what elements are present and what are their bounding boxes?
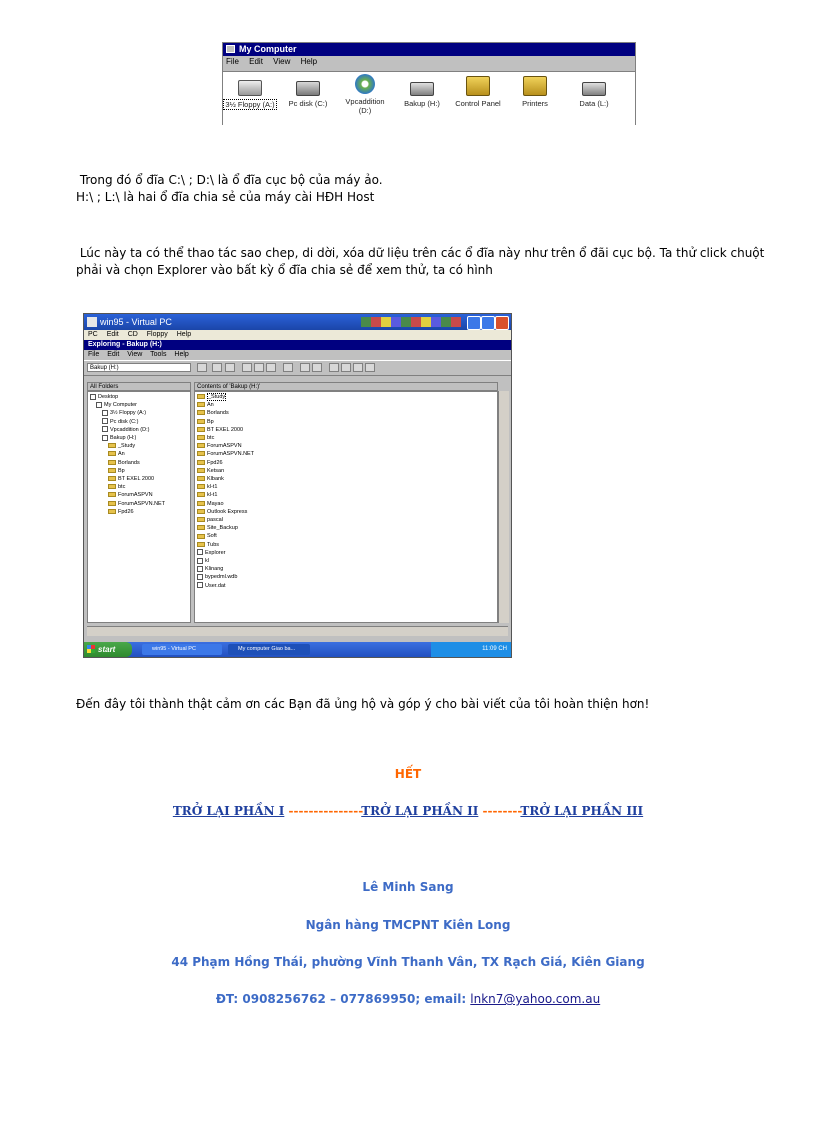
floppy-drive-icon bbox=[102, 410, 108, 416]
menu-file[interactable]: File bbox=[226, 57, 239, 66]
menu-bar bbox=[223, 56, 635, 68]
cd-drive-icon bbox=[102, 426, 108, 432]
floppy-drive-icon bbox=[238, 80, 262, 96]
folder-tree bbox=[87, 391, 191, 623]
folder-icon bbox=[108, 451, 116, 456]
drive-data-l[interactable]: Data (L:) bbox=[567, 72, 621, 108]
vpc-menu-edit[interactable]: Edit bbox=[106, 331, 119, 338]
copy-icon[interactable] bbox=[254, 363, 264, 372]
up-folder-icon[interactable] bbox=[197, 363, 207, 372]
folder-icon bbox=[197, 419, 205, 424]
list-view-icon[interactable] bbox=[353, 363, 363, 372]
virtual-pc-titlebar[interactable]: win95 - Virtual PC bbox=[84, 314, 511, 330]
folder-icon bbox=[108, 509, 116, 514]
tree-item[interactable]: Borlands bbox=[90, 459, 190, 467]
list-item[interactable]: Outlook Express bbox=[197, 508, 497, 516]
drive-pc-disk-c[interactable]: Pc disk (C:) bbox=[281, 72, 335, 108]
explorer-menu-help[interactable]: Help bbox=[174, 351, 189, 358]
explorer-menu-bar bbox=[84, 350, 511, 360]
back-to-part-2-link[interactable]: TRỞ LẠI PHẦN II bbox=[361, 804, 479, 818]
folder-icon bbox=[197, 468, 205, 473]
menu-help[interactable]: Help bbox=[300, 57, 318, 66]
cut-icon[interactable] bbox=[242, 363, 252, 372]
explorer-titlebar[interactable]: Exploring - Bakup (H:) bbox=[84, 340, 511, 350]
drive-combo[interactable]: Bakup (H:) bbox=[87, 363, 191, 372]
vpc-menu-floppy[interactable]: Floppy bbox=[146, 331, 168, 338]
vpc-menu-bar bbox=[84, 330, 511, 340]
separator: -------- bbox=[478, 804, 521, 818]
list-item[interactable]: User.dat bbox=[197, 582, 497, 590]
start-button[interactable]: start bbox=[84, 642, 132, 657]
list-item[interactable]: Klinang bbox=[197, 565, 497, 573]
folder-icon bbox=[197, 492, 205, 497]
tree-item[interactable]: Pc disk (C:) bbox=[90, 418, 190, 426]
delete-icon[interactable] bbox=[300, 363, 310, 372]
details-view-icon[interactable] bbox=[365, 363, 375, 372]
properties-icon[interactable] bbox=[312, 363, 322, 372]
undo-icon[interactable] bbox=[283, 363, 293, 372]
tree-item[interactable]: 3½ Floppy (A:) bbox=[90, 409, 190, 417]
folder-icon bbox=[197, 534, 205, 539]
vpc-menu-pc[interactable]: PC bbox=[88, 331, 98, 338]
paragraph-drive-info: Trong đó ổ đĩa C:\ ; D:\ là ổ đĩa cục bộ của máy ảo. H:\ ; L:\ là hai ổ đĩa chia sẻ của máy cài HĐH Host bbox=[76, 173, 383, 204]
contents-header: Contents of 'Bakup (H:)' bbox=[194, 382, 498, 391]
hard-disk-icon bbox=[102, 418, 108, 424]
tree-item[interactable]: Bp bbox=[90, 467, 190, 475]
list-item[interactable]: Borlands bbox=[197, 409, 497, 417]
small-icons-icon[interactable] bbox=[341, 363, 351, 372]
tree-item[interactable]: Vpcaddition (D:) bbox=[90, 426, 190, 434]
folder-icon bbox=[197, 517, 205, 522]
tree-item[interactable]: Fpd26 bbox=[90, 508, 190, 516]
computer-icon bbox=[96, 402, 102, 408]
vpc-menu-help[interactable]: Help bbox=[176, 331, 192, 338]
tree-item[interactable]: _Study bbox=[90, 442, 190, 450]
cd-drive-icon bbox=[355, 74, 375, 94]
author-name: Lê Minh Sang bbox=[362, 880, 454, 894]
taskbar-item-virtual-pc[interactable]: win95 - Virtual PC bbox=[142, 644, 222, 655]
tree-item[interactable]: btc bbox=[90, 483, 190, 491]
list-item[interactable]: An bbox=[197, 401, 497, 409]
paragraph-thanks: Đến đây tôi thành thật cảm ơn các Bạn đã ủng hộ và góp ý cho bài viết của tôi hoàn thiện hơn! bbox=[76, 697, 650, 711]
folder-icon bbox=[197, 427, 205, 432]
list-item[interactable]: kl-t1 bbox=[197, 483, 497, 491]
large-icons-icon[interactable] bbox=[329, 363, 339, 372]
drive-icons-area bbox=[223, 71, 635, 127]
list-item[interactable]: kl-t1 bbox=[197, 491, 497, 499]
explorer-menu-tools[interactable]: Tools bbox=[150, 351, 167, 358]
explorer-toolbar bbox=[84, 360, 511, 376]
folder-icon bbox=[197, 451, 205, 456]
drive-floppy-a[interactable]: 3½ Floppy (A:) bbox=[223, 72, 277, 110]
tree-item[interactable]: ForumASPVN.NET bbox=[90, 500, 190, 508]
paragraph-explorer-instructions: Lúc này ta có thể thao tác sao chep, di dời, xóa dữ liệu trên các ổ đĩa này như trên ổ đãi cục bộ. Ta thử click chuột phải và chọn Explorer vào bất kỳ ổ đĩa chia sẻ để xem thử, ta có hình bbox=[76, 246, 765, 277]
explorer-menu-edit[interactable]: Edit bbox=[107, 351, 120, 358]
my-computer-window bbox=[222, 42, 636, 125]
my-computer-titlebar[interactable] bbox=[223, 43, 635, 56]
folder-icon bbox=[197, 460, 205, 465]
tree-item[interactable]: Desktop bbox=[90, 393, 190, 401]
tree-item[interactable]: ForumASPVN bbox=[90, 491, 190, 499]
taskbar bbox=[84, 642, 511, 657]
list-item[interactable]: Mayao bbox=[197, 500, 497, 508]
list-item[interactable]: Klbank bbox=[197, 475, 497, 483]
list-item[interactable]: Ketsan bbox=[197, 467, 497, 475]
list-item[interactable]: btc bbox=[197, 434, 497, 442]
folder-icon bbox=[197, 509, 205, 514]
folder-icon bbox=[197, 501, 205, 506]
windows-logo-icon bbox=[87, 645, 95, 653]
computer-icon bbox=[226, 45, 235, 53]
list-item[interactable]: BT EXEL 2000 bbox=[197, 426, 497, 434]
folder-icon bbox=[108, 501, 116, 506]
printers-icon bbox=[523, 76, 547, 96]
file-icon bbox=[197, 566, 203, 572]
list-item[interactable]: ForumASPVN bbox=[197, 442, 497, 450]
list-item[interactable]: Bp bbox=[197, 418, 497, 426]
minimize-button[interactable] bbox=[467, 316, 481, 330]
all-folders-header: All Folders bbox=[87, 382, 191, 391]
navigation-links bbox=[0, 804, 816, 818]
network-drive-icon bbox=[410, 82, 434, 96]
tree-item[interactable]: An bbox=[90, 450, 190, 458]
menu-view[interactable]: View bbox=[273, 57, 291, 66]
close-button[interactable] bbox=[495, 316, 509, 330]
folder-icon bbox=[197, 542, 205, 547]
drive-vpcaddition-d[interactable]: Vpcaddition (D:) bbox=[338, 72, 392, 115]
menu-edit[interactable]: Edit bbox=[249, 57, 263, 66]
folder-icon bbox=[108, 492, 116, 497]
list-item[interactable]: ForumASPVN.NET bbox=[197, 450, 497, 458]
author-organization: Ngân hàng TMCPNT Kiên Long bbox=[305, 918, 511, 932]
folder-icon bbox=[197, 443, 205, 448]
author-address: 44 Phạm Hồng Thái, phường Vĩnh Thanh Vân, TX Rạch Giá, Kiên Giang bbox=[171, 955, 645, 969]
folder-icon bbox=[197, 402, 205, 407]
vertical-scrollbar[interactable] bbox=[498, 391, 509, 623]
maximize-button[interactable] bbox=[481, 316, 495, 330]
separator: --------------- bbox=[284, 804, 362, 818]
list-item[interactable]: _Study bbox=[197, 393, 497, 401]
taskbar-item-my-computer[interactable]: My computer Giao ba... bbox=[228, 644, 310, 655]
list-item[interactable]: pascal bbox=[197, 516, 497, 524]
list-item[interactable]: Explorer bbox=[197, 549, 497, 557]
vpc-menu-cd[interactable]: CD bbox=[127, 331, 138, 338]
control-panel-icon bbox=[466, 76, 490, 96]
tree-item[interactable]: My Computer bbox=[90, 401, 190, 409]
list-item[interactable]: bypedml.wdb bbox=[197, 573, 497, 581]
window-title: My Computer bbox=[239, 44, 297, 54]
folder-icon bbox=[108, 443, 116, 448]
disconnect-icon[interactable] bbox=[225, 363, 235, 372]
file-icon bbox=[197, 549, 203, 555]
back-to-part-1-link[interactable]: TRỞ LẠI PHẦN I bbox=[172, 804, 285, 818]
folder-icon bbox=[197, 435, 205, 440]
tree-item[interactable]: Bakup (H:) bbox=[90, 434, 190, 442]
contents-list bbox=[194, 391, 498, 623]
folder-icon bbox=[197, 394, 205, 399]
email-link[interactable]: lnkn7@yahoo.com.au bbox=[470, 992, 601, 1006]
explorer-menu-file[interactable]: File bbox=[88, 351, 100, 358]
list-item[interactable]: Fpd26 bbox=[197, 459, 497, 467]
virtual-pc-window bbox=[83, 313, 512, 658]
list-item[interactable]: kl bbox=[197, 557, 497, 565]
author-contact: ĐT: 0908256762 – 077869950; email: lnkn7@yahoo.com.au bbox=[215, 992, 601, 1006]
paste-icon[interactable] bbox=[266, 363, 276, 372]
folder-icon bbox=[197, 484, 205, 489]
list-item[interactable]: Tubs bbox=[197, 541, 497, 549]
end-marker: HẾT bbox=[394, 767, 422, 781]
control-panel-item[interactable]: Control Panel bbox=[451, 72, 505, 108]
virtual-pc-icon bbox=[87, 317, 97, 327]
clock: 11:09 CH bbox=[482, 646, 507, 652]
desktop-icon bbox=[90, 394, 96, 400]
folder-icon bbox=[197, 476, 205, 481]
status-icons bbox=[361, 317, 461, 327]
folder-icon bbox=[108, 468, 116, 473]
explorer-menu-view[interactable]: View bbox=[127, 351, 143, 358]
file-icon bbox=[197, 558, 203, 564]
file-icon bbox=[197, 582, 203, 588]
printers-item[interactable]: Printers bbox=[508, 72, 562, 108]
list-item[interactable]: Soft bbox=[197, 532, 497, 540]
network-drive-icon bbox=[582, 82, 606, 96]
hard-disk-icon bbox=[296, 81, 320, 96]
map-drive-icon[interactable] bbox=[212, 363, 222, 372]
folder-icon bbox=[108, 460, 116, 465]
folder-icon bbox=[197, 410, 205, 415]
back-to-part-3-link[interactable]: TRỞ LẠI PHẦN III bbox=[520, 804, 644, 818]
system-tray bbox=[431, 642, 511, 657]
list-item[interactable]: Site_Backup bbox=[197, 524, 497, 532]
horizontal-scrollbar[interactable] bbox=[87, 626, 508, 636]
folder-icon bbox=[108, 484, 116, 489]
network-drive-icon bbox=[102, 435, 108, 441]
drive-bakup-h[interactable]: Bakup (H:) bbox=[395, 72, 449, 108]
file-icon bbox=[197, 574, 203, 580]
folder-icon bbox=[108, 476, 116, 481]
tree-item[interactable]: BT EXEL 2000 bbox=[90, 475, 190, 483]
folder-icon bbox=[197, 525, 205, 530]
